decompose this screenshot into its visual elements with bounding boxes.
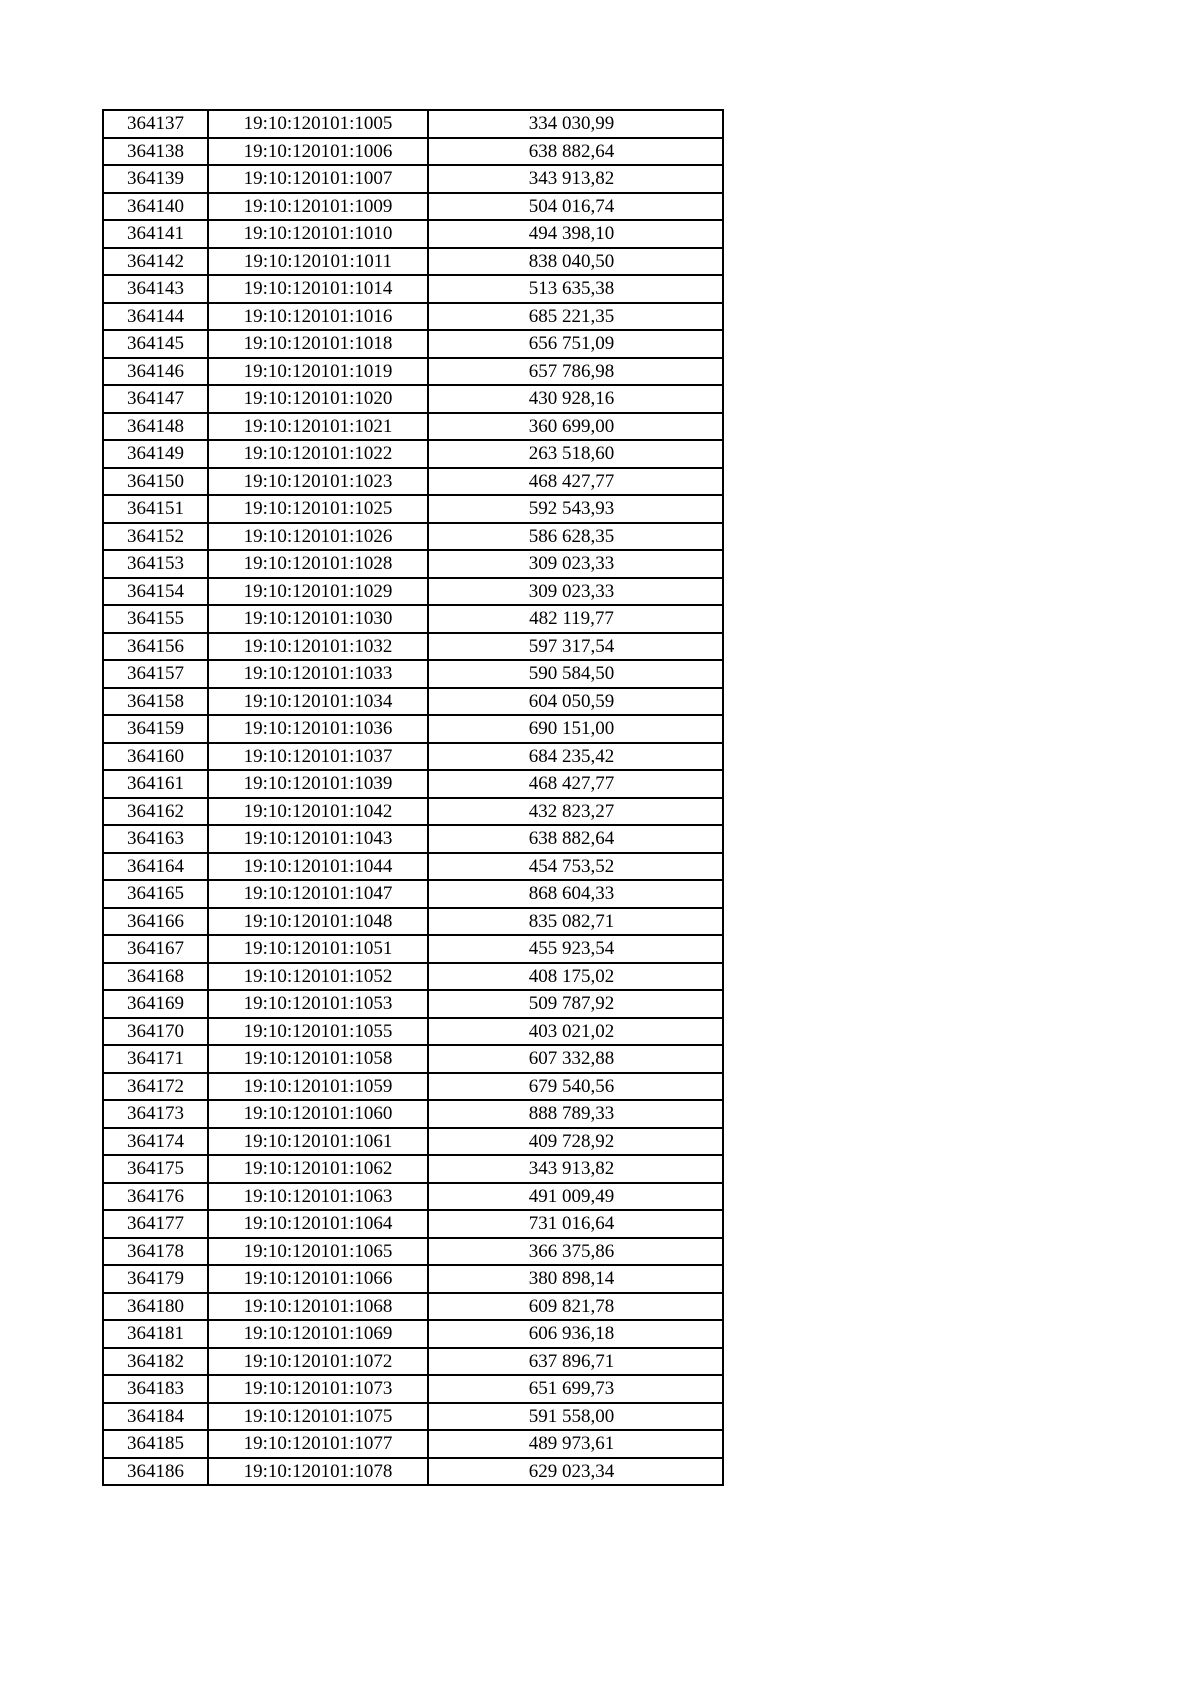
row-id-cell: 364182 [103,1348,208,1376]
row-id-cell: 364163 [103,825,208,853]
value-cell: 690 151,00 [428,715,723,743]
cadastral-number-cell: 19:10:120101:1009 [208,193,428,221]
row-id-cell: 364184 [103,1403,208,1431]
row-id-cell: 364178 [103,1238,208,1266]
row-id-cell: 364150 [103,468,208,496]
table-row [103,193,723,221]
value-cell: 591 558,00 [428,1403,723,1431]
table-row [103,1348,723,1376]
row-id-cell: 364161 [103,770,208,798]
row-id-cell: 364164 [103,853,208,881]
row-id-cell: 364146 [103,358,208,386]
table-row [103,1018,723,1046]
value-cell: 606 936,18 [428,1320,723,1348]
cadastral-number-cell: 19:10:120101:1069 [208,1320,428,1348]
cadastral-number-cell: 19:10:120101:1060 [208,1100,428,1128]
table-row [103,495,723,523]
value-cell: 482 119,77 [428,605,723,633]
value-cell: 638 882,64 [428,138,723,166]
table-row [103,275,723,303]
value-cell: 334 030,99 [428,110,723,138]
table-row [103,1210,723,1238]
table-row [103,248,723,276]
cadastral-number-cell: 19:10:120101:1020 [208,385,428,413]
cadastral-number-cell: 19:10:120101:1032 [208,633,428,661]
table-row [103,660,723,688]
table-row [103,578,723,606]
cadastral-number-cell: 19:10:120101:1043 [208,825,428,853]
value-cell: 263 518,60 [428,440,723,468]
cadastral-number-cell: 19:10:120101:1073 [208,1375,428,1403]
value-cell: 597 317,54 [428,633,723,661]
value-cell: 590 584,50 [428,660,723,688]
row-id-cell: 364148 [103,413,208,441]
value-cell: 366 375,86 [428,1238,723,1266]
cadastral-number-cell: 19:10:120101:1062 [208,1155,428,1183]
row-id-cell: 364157 [103,660,208,688]
table-row [103,1238,723,1266]
table-row [103,303,723,331]
row-id-cell: 364141 [103,220,208,248]
table-row [103,853,723,881]
cadastral-number-cell: 19:10:120101:1044 [208,853,428,881]
value-cell: 656 751,09 [428,330,723,358]
table-row [103,110,723,138]
cadastral-number-cell: 19:10:120101:1053 [208,990,428,1018]
value-cell: 494 398,10 [428,220,723,248]
value-cell: 509 787,92 [428,990,723,1018]
row-id-cell: 364155 [103,605,208,633]
row-id-cell: 364144 [103,303,208,331]
cadastral-number-cell: 19:10:120101:1059 [208,1073,428,1101]
value-cell: 607 332,88 [428,1045,723,1073]
table-row [103,935,723,963]
cadastral-number-cell: 19:10:120101:1037 [208,743,428,771]
table-row [103,633,723,661]
table-row [103,550,723,578]
cadastral-number-cell: 19:10:120101:1066 [208,1265,428,1293]
row-id-cell: 364159 [103,715,208,743]
row-id-cell: 364151 [103,495,208,523]
row-id-cell: 364140 [103,193,208,221]
table-row [103,1100,723,1128]
cadastral-number-cell: 19:10:120101:1075 [208,1403,428,1431]
cadastral-number-cell: 19:10:120101:1023 [208,468,428,496]
cadastral-number-cell: 19:10:120101:1006 [208,138,428,166]
table-row [103,1403,723,1431]
table-row [103,220,723,248]
row-id-cell: 364138 [103,138,208,166]
value-cell: 408 175,02 [428,963,723,991]
cadastral-number-cell: 19:10:120101:1018 [208,330,428,358]
value-cell: 609 821,78 [428,1293,723,1321]
table-row [103,1128,723,1156]
cadastral-number-cell: 19:10:120101:1048 [208,908,428,936]
cadastral-number-cell: 19:10:120101:1064 [208,1210,428,1238]
cadastral-number-cell: 19:10:120101:1042 [208,798,428,826]
table-row [103,1265,723,1293]
row-id-cell: 364172 [103,1073,208,1101]
table-row [103,1183,723,1211]
value-cell: 491 009,49 [428,1183,723,1211]
cadastral-number-cell: 19:10:120101:1007 [208,165,428,193]
table-row [103,440,723,468]
value-cell: 685 221,35 [428,303,723,331]
cadastral-number-cell: 19:10:120101:1061 [208,1128,428,1156]
value-cell: 888 789,33 [428,1100,723,1128]
row-id-cell: 364180 [103,1293,208,1321]
table-row [103,138,723,166]
cadastral-number-cell: 19:10:120101:1011 [208,248,428,276]
table-row [103,1073,723,1101]
row-id-cell: 364174 [103,1128,208,1156]
value-cell: 731 016,64 [428,1210,723,1238]
row-id-cell: 364170 [103,1018,208,1046]
cadastral-number-cell: 19:10:120101:1010 [208,220,428,248]
table-row [103,165,723,193]
cadastral-number-cell: 19:10:120101:1055 [208,1018,428,1046]
records-table-body [103,110,723,1485]
cadastral-number-cell: 19:10:120101:1068 [208,1293,428,1321]
table-row [103,908,723,936]
row-id-cell: 364152 [103,523,208,551]
cadastral-number-cell: 19:10:120101:1014 [208,275,428,303]
cadastral-number-cell: 19:10:120101:1065 [208,1238,428,1266]
row-id-cell: 364143 [103,275,208,303]
cadastral-number-cell: 19:10:120101:1036 [208,715,428,743]
row-id-cell: 364165 [103,880,208,908]
row-id-cell: 364171 [103,1045,208,1073]
row-id-cell: 364175 [103,1155,208,1183]
cadastral-number-cell: 19:10:120101:1019 [208,358,428,386]
row-id-cell: 364168 [103,963,208,991]
value-cell: 657 786,98 [428,358,723,386]
value-cell: 409 728,92 [428,1128,723,1156]
cadastral-number-cell: 19:10:120101:1029 [208,578,428,606]
row-id-cell: 364185 [103,1430,208,1458]
value-cell: 504 016,74 [428,193,723,221]
row-id-cell: 364169 [103,990,208,1018]
row-id-cell: 364153 [103,550,208,578]
table-row [103,1293,723,1321]
table-row [103,523,723,551]
table-row [103,605,723,633]
value-cell: 380 898,14 [428,1265,723,1293]
row-id-cell: 364154 [103,578,208,606]
cadastral-number-cell: 19:10:120101:1078 [208,1458,428,1486]
row-id-cell: 364158 [103,688,208,716]
value-cell: 651 699,73 [428,1375,723,1403]
row-id-cell: 364183 [103,1375,208,1403]
table-row [103,385,723,413]
row-id-cell: 364162 [103,798,208,826]
cadastral-number-cell: 19:10:120101:1022 [208,440,428,468]
table-row [103,1430,723,1458]
value-cell: 455 923,54 [428,935,723,963]
row-id-cell: 364145 [103,330,208,358]
table-row [103,715,723,743]
cadastral-number-cell: 19:10:120101:1039 [208,770,428,798]
table-row [103,770,723,798]
cadastral-number-cell: 19:10:120101:1072 [208,1348,428,1376]
value-cell: 309 023,33 [428,578,723,606]
table-row [103,798,723,826]
row-id-cell: 364179 [103,1265,208,1293]
table-row [103,825,723,853]
row-id-cell: 364186 [103,1458,208,1486]
value-cell: 637 896,71 [428,1348,723,1376]
row-id-cell: 364149 [103,440,208,468]
table-row [103,743,723,771]
row-id-cell: 364167 [103,935,208,963]
cadastral-number-cell: 19:10:120101:1016 [208,303,428,331]
table-row [103,963,723,991]
value-cell: 430 928,16 [428,385,723,413]
value-cell: 403 021,02 [428,1018,723,1046]
row-id-cell: 364137 [103,110,208,138]
value-cell: 838 040,50 [428,248,723,276]
value-cell: 432 823,27 [428,798,723,826]
value-cell: 343 913,82 [428,1155,723,1183]
row-id-cell: 364177 [103,1210,208,1238]
row-id-cell: 364181 [103,1320,208,1348]
value-cell: 468 427,77 [428,468,723,496]
row-id-cell: 364166 [103,908,208,936]
value-cell: 679 540,56 [428,1073,723,1101]
cadastral-number-cell: 19:10:120101:1077 [208,1430,428,1458]
value-cell: 684 235,42 [428,743,723,771]
value-cell: 454 753,52 [428,853,723,881]
value-cell: 343 913,82 [428,165,723,193]
cadastral-number-cell: 19:10:120101:1052 [208,963,428,991]
table-row [103,688,723,716]
cadastral-number-cell: 19:10:120101:1058 [208,1045,428,1073]
table-row [103,358,723,386]
value-cell: 629 023,34 [428,1458,723,1486]
table-row [103,1320,723,1348]
row-id-cell: 364173 [103,1100,208,1128]
table-row [103,1375,723,1403]
table-row [103,1155,723,1183]
table-row [103,990,723,1018]
cadastral-number-cell: 19:10:120101:1047 [208,880,428,908]
value-cell: 835 082,71 [428,908,723,936]
value-cell: 638 882,64 [428,825,723,853]
value-cell: 592 543,93 [428,495,723,523]
cadastral-number-cell: 19:10:120101:1025 [208,495,428,523]
value-cell: 309 023,33 [428,550,723,578]
row-id-cell: 364142 [103,248,208,276]
row-id-cell: 364147 [103,385,208,413]
cadastral-number-cell: 19:10:120101:1030 [208,605,428,633]
table-row [103,330,723,358]
value-cell: 513 635,38 [428,275,723,303]
records-table [102,109,724,1486]
cadastral-number-cell: 19:10:120101:1033 [208,660,428,688]
value-cell: 586 628,35 [428,523,723,551]
table-row [103,880,723,908]
cadastral-number-cell: 19:10:120101:1063 [208,1183,428,1211]
cadastral-number-cell: 19:10:120101:1051 [208,935,428,963]
cadastral-number-cell: 19:10:120101:1034 [208,688,428,716]
cadastral-number-cell: 19:10:120101:1028 [208,550,428,578]
table-row [103,1458,723,1486]
value-cell: 489 973,61 [428,1430,723,1458]
value-cell: 360 699,00 [428,413,723,441]
table-row [103,413,723,441]
row-id-cell: 364156 [103,633,208,661]
cadastral-number-cell: 19:10:120101:1005 [208,110,428,138]
row-id-cell: 364139 [103,165,208,193]
cadastral-number-cell: 19:10:120101:1021 [208,413,428,441]
cadastral-number-cell: 19:10:120101:1026 [208,523,428,551]
table-row [103,1045,723,1073]
table-row [103,468,723,496]
row-id-cell: 364160 [103,743,208,771]
row-id-cell: 364176 [103,1183,208,1211]
value-cell: 468 427,77 [428,770,723,798]
value-cell: 868 604,33 [428,880,723,908]
value-cell: 604 050,59 [428,688,723,716]
